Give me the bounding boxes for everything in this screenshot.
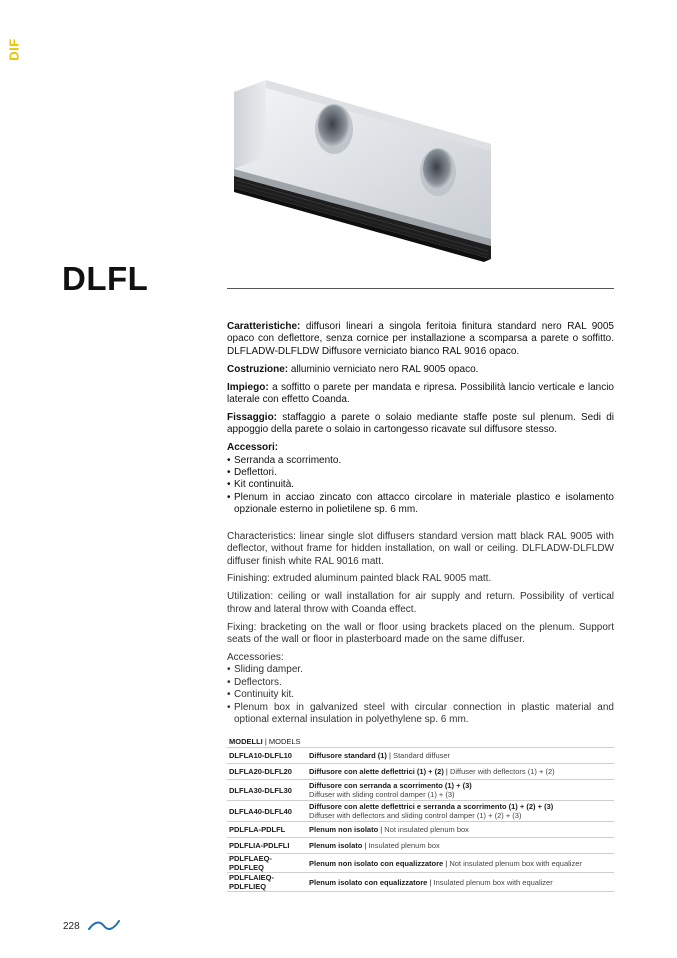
it-characteristics bbox=[227, 321, 614, 358]
en-characteristics-label: Characteristics: bbox=[227, 530, 296, 542]
en-accessories-list bbox=[227, 664, 614, 726]
model-description bbox=[307, 873, 614, 892]
it-use-text: a soffitto o parete per mandata e ripresa. Possibilità lancio verticale e lancio laterale con effetto Coanda. bbox=[227, 381, 614, 406]
model-description bbox=[307, 780, 614, 801]
model-desc-sep: | bbox=[362, 841, 369, 850]
en-characteristics-text: linear single slot diffusers standard version matt black RAL 9005 with deflector, without frame for hidden installation, on wall or ceiling. DLFLADW-DLFLDW diffuser finish white RAL 9016 matt. bbox=[227, 530, 614, 567]
model-desc-it: Plenum non isolato bbox=[309, 825, 379, 834]
it-characteristics-text: diffusori lineari a singola feritoia finitura standard nero RAL 9005 opaco con deflettore, senza cornice per installazione a scomparsa a parete o soffitto. DLFLADW-DLFLDW Diffusore verniciato bianco RAL 9016 opaco. bbox=[227, 321, 614, 357]
page-number: 228 bbox=[63, 921, 80, 932]
model-desc-it: Diffusore con alette deflettrici (1) + (2) bbox=[309, 767, 444, 776]
models-header-it: MODELLI bbox=[229, 737, 263, 746]
model-desc-sep: | bbox=[378, 825, 385, 834]
section-tab-label: DIF bbox=[6, 38, 22, 61]
model-desc-sep: | bbox=[443, 858, 450, 868]
en-utilization bbox=[227, 591, 614, 616]
model-desc-it: Plenum non isolato con equalizzatore bbox=[309, 858, 444, 868]
model-code: PDLFLAIEQ-PDLFLIEQ bbox=[227, 873, 307, 892]
it-accessories-label: Accessori: bbox=[227, 442, 279, 454]
table-row bbox=[227, 854, 614, 873]
it-construction-label: Costruzione: bbox=[227, 363, 289, 375]
it-fixing bbox=[227, 412, 614, 437]
model-code: DLFLA40-DLFL40 bbox=[227, 801, 307, 822]
list-item: • Continuity kit. bbox=[227, 689, 614, 701]
model-description bbox=[307, 838, 614, 854]
model-desc-en: Insulated plenum box with equalizer bbox=[433, 877, 553, 887]
table-row bbox=[227, 801, 614, 822]
model-code: PDLFLA-PDLFL bbox=[227, 822, 307, 838]
list-item: • Serranda a scorrimento. bbox=[227, 455, 614, 467]
model-desc-it: Diffusore con serranda a scorrimento (1) + (3) bbox=[309, 781, 472, 790]
it-use-label: Impiego: bbox=[227, 381, 269, 393]
section-tab bbox=[6, 34, 25, 64]
model-desc-en: Diffuser with deflectors (1) + (2) bbox=[449, 767, 555, 776]
table-row bbox=[227, 748, 614, 764]
model-desc-it: Plenum isolato bbox=[309, 841, 363, 850]
table-row bbox=[227, 838, 614, 854]
model-desc-sep: | bbox=[386, 751, 394, 760]
list-item: • Plenum box in galvanized steel with circular connection in plastic material and optional external insulation in polyethylene sp. 6 mm. bbox=[227, 702, 614, 727]
table-row bbox=[227, 822, 614, 838]
en-utilization-label: Utilization: bbox=[227, 591, 274, 603]
model-description bbox=[307, 822, 614, 838]
en-fixing-text: bracketing on the wall or floor using brackets placed on the plenum. Support seats of the wall or floor in plasterboard made on the same diffuser. bbox=[227, 621, 614, 646]
model-description bbox=[307, 748, 614, 764]
model-code: DLFLA10-DLFL10 bbox=[227, 748, 307, 764]
it-fixing-text: staffaggio a parete o solaio mediante staffe poste sul plenum. Sedi di appoggio della parete o solaio in cartongesso ricavate sul diffusore stesso. bbox=[227, 411, 614, 436]
model-desc-it: Plenum isolato con equalizzatore bbox=[309, 877, 428, 887]
list-item: • Deflettori. bbox=[227, 467, 614, 479]
en-finishing-text: extruded aluminum painted black RAL 9005 matt. bbox=[269, 573, 492, 585]
content bbox=[227, 321, 614, 726]
title-divider bbox=[227, 288, 614, 289]
language-gap bbox=[227, 517, 614, 531]
model-desc-sep: | bbox=[443, 767, 450, 776]
it-fixing-label: Fissaggio: bbox=[227, 411, 278, 423]
model-description bbox=[307, 801, 614, 822]
en-finishing bbox=[227, 573, 614, 585]
table-row bbox=[227, 873, 614, 892]
model-code: DLFLA30-DLFL30 bbox=[227, 780, 307, 801]
it-characteristics-label: Caratteristiche: bbox=[227, 321, 301, 332]
en-utilization-text: ceiling or wall installation for air supply and return. Possibility of vertical throw and lateral throw with Coanda effect. bbox=[227, 591, 614, 615]
list-item: • Kit continuità. bbox=[227, 479, 614, 491]
models-header-row bbox=[227, 736, 614, 748]
models-table bbox=[227, 736, 614, 892]
models-header-sep: | bbox=[262, 737, 269, 746]
model-desc-en: Standard diffuser bbox=[393, 751, 451, 760]
en-fixing bbox=[227, 622, 614, 647]
product-image bbox=[226, 74, 496, 264]
en-fixing-label: Fixing: bbox=[227, 621, 257, 633]
model-desc-en: Not insulated plenum box with equalizer bbox=[449, 858, 582, 868]
model-description bbox=[307, 764, 614, 780]
en-characteristics bbox=[227, 531, 614, 568]
table-row bbox=[227, 780, 614, 801]
list-item: • Plenum in acciao zincato con attacco circolare in materiale plastico e isolamento opzionale esterno in polietilene sp. 6 mm. bbox=[227, 492, 614, 517]
it-accessories-list bbox=[227, 455, 614, 517]
en-finishing-label: Finishing: bbox=[227, 573, 270, 585]
it-construction-text: alluminio verniciato nero RAL 9005 opaco. bbox=[288, 363, 479, 375]
model-desc-it: Diffusore con alette deflettrici e serranda a scorrimento (1) + (2) + (3) bbox=[309, 802, 554, 811]
model-desc-en: Diffuser with sliding control damper (1) + (3) bbox=[309, 790, 455, 799]
model-code: DLFLA20-DLFL20 bbox=[227, 764, 307, 780]
model-desc-sep: | bbox=[427, 877, 434, 887]
model-desc-en: Diffuser with deflectors and sliding control damper (1) + (2) + (3) bbox=[309, 811, 522, 820]
model-code: PDLFLAEQ-PDLFLEQ bbox=[227, 854, 307, 873]
list-item: • Sliding damper. bbox=[227, 664, 614, 676]
model-desc-it: Diffusore standard (1) bbox=[309, 751, 387, 760]
table-row bbox=[227, 764, 614, 780]
model-code: PDLFLIA-PDLFLI bbox=[227, 838, 307, 854]
model-description bbox=[307, 854, 614, 873]
it-construction bbox=[227, 364, 614, 376]
models-header-en: MODELS bbox=[268, 737, 301, 746]
it-use bbox=[227, 382, 614, 407]
models-header bbox=[227, 736, 614, 748]
model-desc-en: Not insulated plenum box bbox=[384, 825, 469, 834]
wave-logo-icon bbox=[88, 918, 120, 932]
model-desc-en: Insulated plenum box bbox=[368, 841, 440, 850]
page-title: DLFL bbox=[62, 260, 149, 297]
en-accessories-label: Accessories: bbox=[227, 651, 284, 663]
list-item: • Deflectors. bbox=[227, 677, 614, 689]
